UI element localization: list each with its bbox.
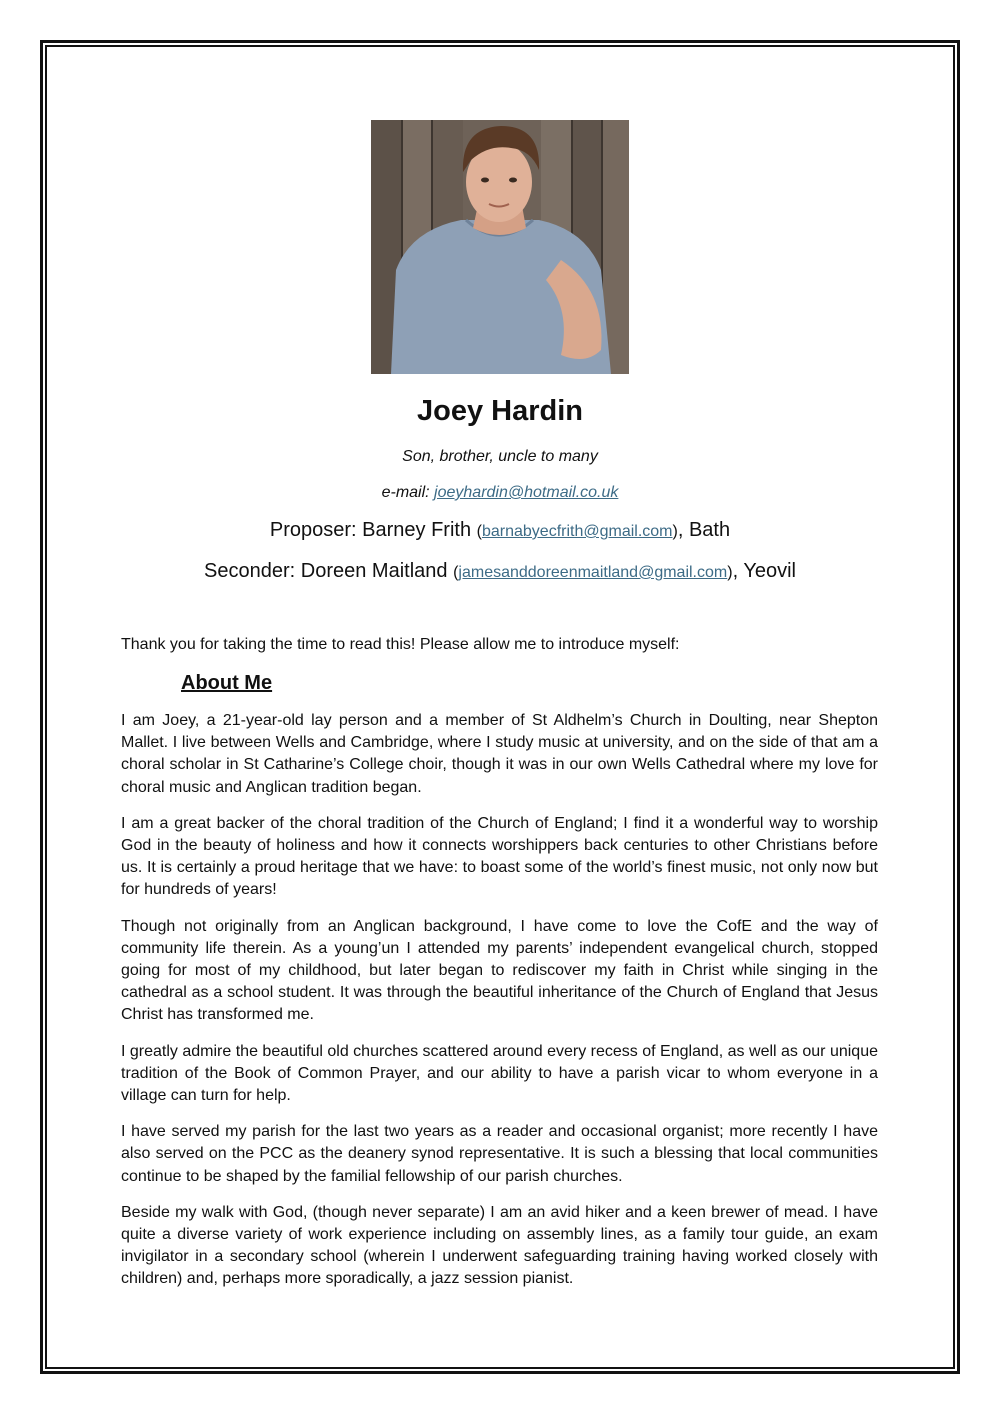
proposer-label: Proposer: — [269, 519, 363, 541]
seconder-name: Doreen Maitland — [300, 560, 448, 582]
proposer-place: Bath — [688, 519, 731, 541]
seconder-email-link[interactable]: jamesanddoreenmaitland@gmail.com — [458, 564, 728, 581]
email-label: e-mail: — [381, 484, 435, 501]
profile-photo — [371, 120, 629, 374]
proposer-line: Proposer: Barney Frith (barnabyecfrith@gmail.com), Bath — [269, 519, 731, 541]
about-paragraph: I have served my parish for the last two years as a reader and occasional organist; more recently I have also served on the PCC as the deanery synod representative. It is such a blessing that local communities continue to be shaped by the familial fellowship of our parish churches. — [121, 1123, 878, 1185]
about-heading: About Me — [181, 672, 273, 694]
about-paragraph: I am Joey, a 21-year-old lay person and a member of St Aldhelm’s Church in Doulting, near Shepton Mallet. I live between Wells and Cambridge, where I study music at university, and on the side of that am a choral scholar in St Catharine’s College choir, though it was in our own Wells Cathedral where my love for choral music and Anglican tradition began. — [121, 712, 878, 796]
seconder-label: Seconder: — [204, 560, 301, 582]
about-paragraph: Though not originally from an Anglican background, I have come to love the CofE and the way of community life therein. As a young’un I attended my parents’ independent evangelical church, stopped going for most of my childhood, but later began to rediscover my faith in Christ while singing in the cathedral as a school student. It was through the beautiful inheritance of the Church of England that Jesus Christ has transformed me. — [121, 917, 878, 1024]
about-paragraph: I am a great backer of the choral tradition of the Church of England; I find it a wonderful way to worship God in the beauty of holiness and how it connects worshippers back centuries to other Christians before us. It is certainly a proud heritage that we have: to boast some of the world’s finest music, not only now but for hundreds of years! — [121, 814, 878, 899]
proposer-email-link[interactable]: barnabyecfrith@gmail.com — [481, 523, 673, 540]
about-paragraph: Beside my walk with God, (though never separate) I am an avid hiker and a keen brewer of mead. I have quite a diverse variety of work experience including on assembly lines, as a family tour guide, an exam invigilator in a secondary school (wherein I underwent safeguarding training having worked closely with children) and, perhaps more sporadically, a jazz session pianist. — [121, 1203, 878, 1288]
seconder-place: Yeovil — [743, 560, 796, 582]
candidate-tagline: Son, brother, uncle to many — [402, 448, 598, 465]
seconder-line: Seconder: Doreen Maitland (jamesanddoreenmaitland@gmail.com), Yeovil — [204, 560, 796, 582]
candidate-email-link[interactable]: joeyhardin@hotmail.co.uk — [434, 484, 619, 501]
proposer-name: Barney Frith — [362, 519, 472, 541]
intro-text: Thank you for taking the time to read this! Please allow me to introduce myself: — [121, 636, 680, 653]
candidate-name: Joey Hardin — [417, 395, 583, 427]
email-line — [0, 482, 1000, 504]
about-paragraph: I greatly admire the beautiful old churches scattered around every recess of England, as well as our unique tradition of the Book of Common Prayer, and our ability to have a parish vicar to whom everyone in a village can turn for help. — [121, 1042, 878, 1105]
about-body — [121, 710, 878, 1305]
